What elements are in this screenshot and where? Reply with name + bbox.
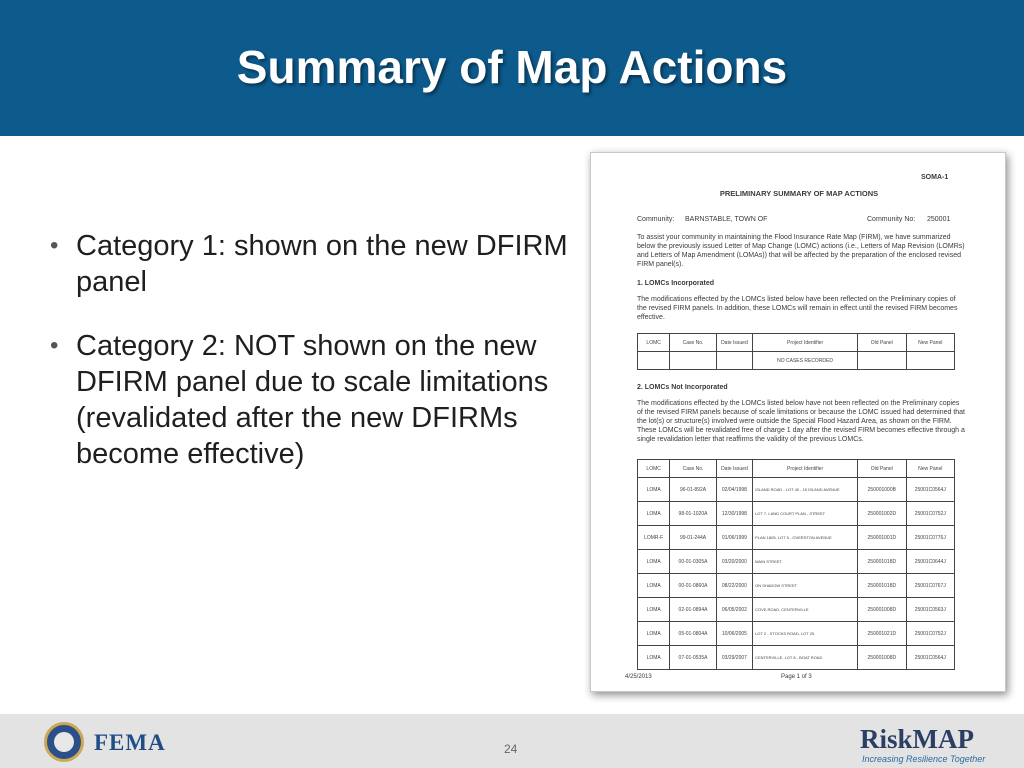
table-cell: 250001018D xyxy=(858,574,906,598)
table-header: Project Identifier xyxy=(753,460,858,478)
table-row xyxy=(638,526,955,550)
table-row xyxy=(638,598,955,622)
community-label: Community: xyxy=(637,216,675,223)
table-cell: 00-01-0305A xyxy=(670,550,716,574)
table-lomc-incorporated xyxy=(637,333,955,370)
bullet-dot-icon: • xyxy=(50,232,59,259)
community-value: BARNSTABLE, TOWN OF xyxy=(685,216,768,223)
riskmap-tagline: Increasing Resilience Together xyxy=(862,754,986,764)
riskmap-logo-risk: Risk xyxy=(860,724,913,754)
table-cell: LOMA xyxy=(638,646,670,670)
footer-bar xyxy=(0,714,1024,768)
table-cell: LOMA xyxy=(638,598,670,622)
page-number: 24 xyxy=(504,742,518,756)
table-row xyxy=(638,646,955,670)
table-cell: 250001000B xyxy=(858,478,906,502)
table-header: Project Identifier xyxy=(753,334,858,352)
table-cell: ISLAND ROAD - LOT 40 - 15 ISLAND AVENUE xyxy=(753,478,858,502)
table-cell: 250001001D xyxy=(858,526,906,550)
table-cell: CENTERVILLE, LOT 8 - BOAT ROAD xyxy=(753,646,858,670)
table-header: Date Issued xyxy=(716,460,752,478)
section2-text: The modifications effected by the LOMCs listed below have not been reflected on the Preliminary copies of the revised FIRM panels because of scale limitations or because the LOMC issued had determined that the lot(s) or structure(s) involved were outside the Special Flood Hazard Area, as shown on the FIRM. These LOMCs will be revalidated free of charge 1 day after the revised FIRM becomes effective through a single revalidation letter that reaffirms the validity of the previous LOMCs. xyxy=(637,400,966,443)
table-cell: 25001C0752J xyxy=(906,622,954,646)
table-cell: LOMA xyxy=(638,622,670,646)
table-cell: 250001021D xyxy=(858,622,906,646)
fema-logo: FEMA xyxy=(94,730,166,755)
table-header: Old Panel xyxy=(858,460,906,478)
table-cell: MAIN STREET xyxy=(753,550,858,574)
section1-text: The modifications effected by the LOMCs listed below have been reflected on the Preliminary copies of the revised FIRM panels. In addition, these LOMCs will remain in effect until the revised FIRM becomes effective. xyxy=(637,296,958,321)
table-cell: PLAN 1805, LOT 5 - OVERSTON AVENUE xyxy=(753,526,858,550)
table-cell: 25001C0752J xyxy=(906,502,954,526)
table-cell: 25001C0564J xyxy=(906,646,954,670)
table-cell: 00-01-0860A xyxy=(670,574,716,598)
table-cell: LOMR-F xyxy=(638,526,670,550)
document-footer-page: Page 1 of 3 xyxy=(781,674,812,680)
table-row xyxy=(638,622,955,646)
community-no-label: Community No: xyxy=(867,216,916,223)
table-cell: LOT 7, LAND COURT PLAN - STREET xyxy=(753,502,858,526)
table-cell: 01/06/1999 xyxy=(716,526,752,550)
soma-document-image xyxy=(590,152,1006,692)
bullet-dot-icon: • xyxy=(50,332,59,359)
table-header: Date Issued xyxy=(716,334,752,352)
dhs-seal-icon xyxy=(44,722,84,762)
table-cell: 10/06/2005 xyxy=(716,622,752,646)
table-cell: LOMA xyxy=(638,550,670,574)
table-cell: LOMA xyxy=(638,502,670,526)
table-cell xyxy=(716,352,752,370)
bullet-item xyxy=(28,328,568,472)
document-footer-date: 4/25/2013 xyxy=(625,674,652,680)
table-cell: 05-01-0804A xyxy=(670,622,716,646)
bullet-text: Category 1: shown on the new DFIRM panel xyxy=(76,230,568,298)
table-header: Case No. xyxy=(670,334,716,352)
table-cell-empty: NO CASES RECORDED xyxy=(753,352,858,370)
table-header: Old Panel xyxy=(858,334,906,352)
table-cell: 250001018D xyxy=(858,550,906,574)
form-id: SOMA-1 xyxy=(921,174,949,181)
bullet-list xyxy=(28,228,568,500)
table-row xyxy=(638,574,955,598)
table-cell: 25001C0776J xyxy=(906,526,954,550)
table-cell: 25001C0564J xyxy=(906,478,954,502)
table-cell: 02/04/1998 xyxy=(716,478,752,502)
table-cell xyxy=(906,352,954,370)
table-cell xyxy=(858,352,906,370)
bullet-text: Category 2: NOT shown on the new DFIRM panel due to scale limitations (revalidated after the new DFIRMs become effective) xyxy=(76,330,549,470)
table-cell: 25001C0644J xyxy=(906,550,954,574)
slide-title: Summary of Map Actions xyxy=(236,41,788,93)
table-cell: 03/20/2000 xyxy=(716,550,752,574)
table-cell: 12/30/1998 xyxy=(716,502,752,526)
table-cell: 07-01-0535A xyxy=(670,646,716,670)
table-cell: 250001002D xyxy=(858,502,906,526)
table-cell: 02-01-0894A xyxy=(670,598,716,622)
table-cell: 250001008D xyxy=(858,646,906,670)
table-header: New Panel xyxy=(906,460,954,478)
table-cell: 25001C0767J xyxy=(906,574,954,598)
table-cell: 25001C0563J xyxy=(906,598,954,622)
table-cell xyxy=(670,352,716,370)
intro-paragraph: To assist your community in maintaining the Flood Insurance Rate Map (FIRM), we have summarized below the previously issued Letter of Map Change (LOMC) actions (i.e., Letters of Map Revision (LOMRs) and Letters of Map Amendment (LOMAs)) that will be affected by the preparation of the enclosed revised FIRM panel(s). xyxy=(637,234,965,268)
table-header: LOMC xyxy=(638,460,670,478)
table-row xyxy=(638,502,955,526)
table-cell: 98-01-1020A xyxy=(670,502,716,526)
riskmap-logo-map: MAP xyxy=(912,724,975,754)
document-heading: PRELIMINARY SUMMARY OF MAP ACTIONS xyxy=(719,189,879,198)
section2-heading: 2. LOMCs Not Incorporated xyxy=(637,384,728,391)
table-row xyxy=(638,478,955,502)
table-cell: 03/29/2007 xyxy=(716,646,752,670)
title-banner xyxy=(0,0,1024,136)
table-header: Case No. xyxy=(670,460,716,478)
table-header: LOMC xyxy=(638,334,670,352)
bullet-item xyxy=(28,228,568,300)
community-no-value: 250001 xyxy=(927,216,951,223)
table-cell xyxy=(638,352,670,370)
table-cell: 250001008D xyxy=(858,598,906,622)
table-cell: 99-01-244A xyxy=(670,526,716,550)
section1-heading: 1. LOMCs Incorporated xyxy=(637,280,715,287)
table-cell: LOT 2 - STOCKS ROAD, LOT 25 xyxy=(753,622,858,646)
riskmap-logo xyxy=(860,724,974,755)
table-header: New Panel xyxy=(906,334,954,352)
table-cell: LOMA xyxy=(638,574,670,598)
table-cell: 08/22/2000 xyxy=(716,574,752,598)
table-row xyxy=(638,550,955,574)
table-cell: LOMA xyxy=(638,478,670,502)
table-cell: COVE ROAD, CENTERVILLE xyxy=(753,598,858,622)
table-cell: ON SHADOW STREET xyxy=(753,574,858,598)
table-cell: 96-01-892A xyxy=(670,478,716,502)
table-cell: 06/05/2002 xyxy=(716,598,752,622)
table-lomc-not-incorporated xyxy=(637,459,955,670)
